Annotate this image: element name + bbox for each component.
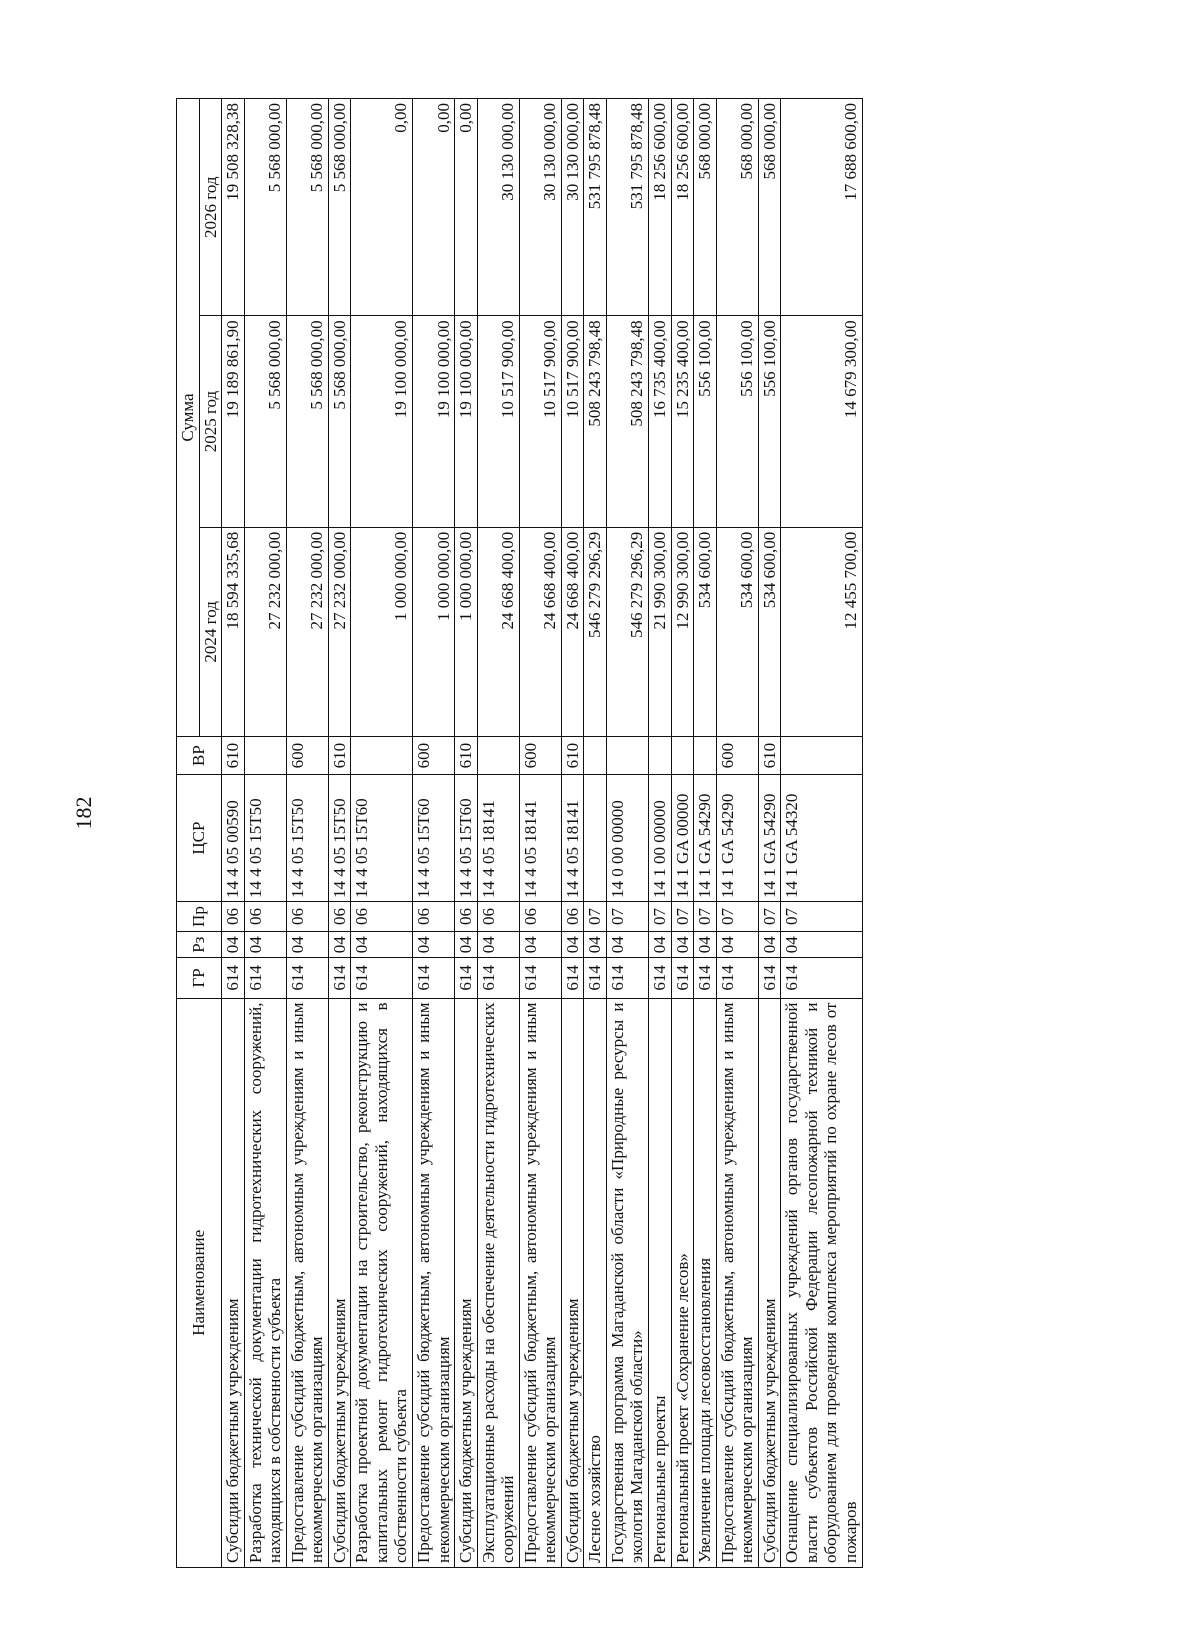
cell-pr: 07 bbox=[606, 901, 648, 931]
cell-vr bbox=[671, 736, 694, 774]
cell-gr: 614 bbox=[758, 958, 781, 998]
cell-vr bbox=[477, 736, 519, 774]
cell-name: Разработка технической документации гидротехнических сооружений, находящихся в собственности субъекта bbox=[244, 998, 286, 1567]
cell-2026: 18 256 600,00 bbox=[671, 99, 694, 316]
table-row bbox=[286, 99, 328, 1568]
cell-csr: 14 4 05 00590 bbox=[222, 775, 245, 902]
cell-rz: 04 bbox=[649, 932, 672, 958]
page-number: 182 bbox=[71, 796, 96, 830]
header-pr: Пр bbox=[177, 901, 222, 931]
cell-gr: 614 bbox=[351, 958, 413, 998]
cell-2026: 568 000,00 bbox=[716, 99, 758, 316]
cell-name: Субсидии бюджетным учреждениям bbox=[561, 998, 584, 1567]
cell-vr bbox=[351, 736, 413, 774]
cell-csr: 14 4 05 15Т50 bbox=[244, 775, 286, 902]
cell-name: Оснащение специализированных учреждений органов государственной власти субъектов Российской Федерации лесопожарной техникой и оборудованием для проведения комплекса мероприятий по охране лесов от пожаров bbox=[781, 998, 862, 1567]
cell-2026: 0,00 bbox=[455, 99, 478, 316]
cell-pr: 06 bbox=[477, 901, 519, 931]
header-vr: ВР bbox=[177, 736, 222, 774]
cell-rz: 04 bbox=[244, 932, 286, 958]
cell-csr: 14 0 00 00000 bbox=[606, 775, 648, 902]
cell-gr: 614 bbox=[716, 958, 758, 998]
cell-2025: 508 243 798,48 bbox=[606, 316, 648, 527]
cell-2024: 21 990 300,00 bbox=[649, 527, 672, 736]
cell-rz: 04 bbox=[584, 932, 607, 958]
header-rz: Рз bbox=[177, 932, 222, 958]
cell-pr: 06 bbox=[351, 901, 413, 931]
cell-csr: 14 4 05 15Т50 bbox=[286, 775, 328, 902]
cell-2025: 10 517 900,00 bbox=[477, 316, 519, 527]
cell-2024: 27 232 000,00 bbox=[328, 527, 351, 736]
cell-pr: 06 bbox=[413, 901, 455, 931]
cell-2024: 546 279 296,29 bbox=[606, 527, 648, 736]
cell-csr: 14 4 05 15Т50 bbox=[328, 775, 351, 902]
cell-pr: 07 bbox=[694, 901, 717, 931]
cell-2026: 531 795 878,48 bbox=[606, 99, 648, 316]
header-2024: 2024 год bbox=[199, 527, 222, 736]
cell-2024: 534 600,00 bbox=[716, 527, 758, 736]
cell-vr bbox=[244, 736, 286, 774]
cell-rz: 04 bbox=[694, 932, 717, 958]
cell-pr: 07 bbox=[758, 901, 781, 931]
cell-csr: 14 4 05 15Т60 bbox=[413, 775, 455, 902]
cell-rz: 04 bbox=[286, 932, 328, 958]
cell-pr: 06 bbox=[561, 901, 584, 931]
cell-2024: 27 232 000,00 bbox=[286, 527, 328, 736]
cell-csr: 14 4 05 15Т60 bbox=[455, 775, 478, 902]
cell-2025: 556 100,00 bbox=[694, 316, 717, 527]
cell-2025: 10 517 900,00 bbox=[561, 316, 584, 527]
budget-table bbox=[176, 98, 863, 1568]
cell-name: Предоставление субсидий бюджетным, автономным учреждениям и иным некоммерческим организациям bbox=[413, 998, 455, 1567]
cell-pr: 07 bbox=[584, 901, 607, 931]
cell-rz: 04 bbox=[606, 932, 648, 958]
table-row bbox=[328, 99, 351, 1568]
cell-name: Субсидии бюджетным учреждениям bbox=[222, 998, 245, 1567]
cell-vr bbox=[694, 736, 717, 774]
table-row bbox=[671, 99, 694, 1568]
cell-name: Субсидии бюджетным учреждениям bbox=[455, 998, 478, 1567]
cell-2025: 15 235 400,00 bbox=[671, 316, 694, 527]
cell-name: Предоставление субсидий бюджетным, автономным учреждениям и иным некоммерческим организациям bbox=[716, 998, 758, 1567]
cell-gr: 614 bbox=[561, 958, 584, 998]
cell-csr: 14 4 05 18141 bbox=[561, 775, 584, 902]
table-row bbox=[455, 99, 478, 1568]
cell-2024: 24 668 400,00 bbox=[561, 527, 584, 736]
cell-vr bbox=[649, 736, 672, 774]
cell-rz: 04 bbox=[455, 932, 478, 958]
cell-pr: 06 bbox=[244, 901, 286, 931]
cell-gr: 614 bbox=[584, 958, 607, 998]
cell-2026: 5 568 000,00 bbox=[286, 99, 328, 316]
cell-2026: 0,00 bbox=[413, 99, 455, 316]
cell-name: Предоставление субсидий бюджетным, автономным учреждениям и иным некоммерческим организациям bbox=[519, 998, 561, 1567]
cell-pr: 07 bbox=[716, 901, 758, 931]
cell-rz: 04 bbox=[781, 932, 862, 958]
cell-rz: 04 bbox=[519, 932, 561, 958]
cell-2026: 5 568 000,00 bbox=[328, 99, 351, 316]
table-row bbox=[694, 99, 717, 1568]
cell-2026: 568 000,00 bbox=[758, 99, 781, 316]
cell-2024: 1 000 000,00 bbox=[413, 527, 455, 736]
header-2026: 2026 год bbox=[199, 99, 222, 316]
header-sum: Сумма bbox=[177, 99, 200, 737]
cell-gr: 614 bbox=[606, 958, 648, 998]
cell-rz: 04 bbox=[716, 932, 758, 958]
cell-gr: 614 bbox=[244, 958, 286, 998]
cell-name: Региональные проекты bbox=[649, 998, 672, 1567]
cell-csr bbox=[584, 775, 607, 902]
cell-2025: 19 100 000,00 bbox=[413, 316, 455, 527]
cell-pr: 06 bbox=[222, 901, 245, 931]
cell-pr: 06 bbox=[328, 901, 351, 931]
cell-gr: 614 bbox=[328, 958, 351, 998]
cell-2025: 556 100,00 bbox=[758, 316, 781, 527]
cell-csr: 14 1 GA 54290 bbox=[694, 775, 717, 902]
cell-name: Разработка проектной документации на строительство, реконструкцию и капитальных ремонт гидротехнических сооружений, находящихся в собственности субъекта bbox=[351, 998, 413, 1567]
cell-vr bbox=[584, 736, 607, 774]
table-row bbox=[716, 99, 758, 1568]
cell-gr: 614 bbox=[413, 958, 455, 998]
cell-2026: 19 508 328,38 bbox=[222, 99, 245, 316]
header-2025: 2025 год bbox=[199, 316, 222, 527]
cell-vr: 610 bbox=[758, 736, 781, 774]
cell-vr: 600 bbox=[716, 736, 758, 774]
cell-2026: 18 256 600,00 bbox=[649, 99, 672, 316]
cell-name: Государственная программа Магаданской области «Природные ресурсы и экология Магаданской области» bbox=[606, 998, 648, 1567]
cell-vr: 610 bbox=[561, 736, 584, 774]
cell-gr: 614 bbox=[286, 958, 328, 998]
cell-2025: 556 100,00 bbox=[716, 316, 758, 527]
table-row bbox=[649, 99, 672, 1568]
cell-2026: 5 568 000,00 bbox=[244, 99, 286, 316]
cell-2024: 546 279 296,29 bbox=[584, 527, 607, 736]
cell-2025: 5 568 000,00 bbox=[286, 316, 328, 527]
cell-2025: 16 735 400,00 bbox=[649, 316, 672, 527]
cell-vr: 610 bbox=[455, 736, 478, 774]
cell-name: Увеличение площади лесовосстановления bbox=[694, 998, 717, 1567]
cell-gr: 614 bbox=[477, 958, 519, 998]
table-row bbox=[244, 99, 286, 1568]
cell-2025: 10 517 900,00 bbox=[519, 316, 561, 527]
cell-vr: 610 bbox=[222, 736, 245, 774]
cell-2024: 12 455 700,00 bbox=[781, 527, 862, 736]
cell-vr: 610 bbox=[328, 736, 351, 774]
cell-2025: 19 189 861,90 bbox=[222, 316, 245, 527]
cell-vr: 600 bbox=[519, 736, 561, 774]
table-row bbox=[519, 99, 561, 1568]
table-row bbox=[758, 99, 781, 1568]
table-row bbox=[477, 99, 519, 1568]
header-gr: ГР bbox=[177, 958, 222, 998]
cell-2025: 19 100 000,00 bbox=[351, 316, 413, 527]
cell-rz: 04 bbox=[477, 932, 519, 958]
cell-rz: 04 bbox=[413, 932, 455, 958]
cell-gr: 614 bbox=[671, 958, 694, 998]
cell-pr: 07 bbox=[781, 901, 862, 931]
cell-vr: 600 bbox=[286, 736, 328, 774]
cell-2025: 5 568 000,00 bbox=[328, 316, 351, 527]
cell-2024: 18 594 335,68 bbox=[222, 527, 245, 736]
cell-name: Лесное хозяйство bbox=[584, 998, 607, 1567]
table-row bbox=[413, 99, 455, 1568]
cell-csr: 14 4 05 18141 bbox=[477, 775, 519, 902]
header-name: Наименование bbox=[177, 998, 222, 1567]
table-row bbox=[781, 99, 862, 1568]
cell-pr: 07 bbox=[671, 901, 694, 931]
cell-gr: 614 bbox=[455, 958, 478, 998]
cell-2025: 5 568 000,00 bbox=[244, 316, 286, 527]
cell-rz: 04 bbox=[758, 932, 781, 958]
cell-name: Субсидии бюджетным учреждениям bbox=[758, 998, 781, 1567]
cell-csr: 14 4 05 18141 bbox=[519, 775, 561, 902]
table-row bbox=[351, 99, 413, 1568]
header-csr: ЦСР bbox=[177, 775, 222, 902]
cell-2024: 12 990 300,00 bbox=[671, 527, 694, 736]
table-row bbox=[222, 99, 245, 1568]
cell-2024: 27 232 000,00 bbox=[244, 527, 286, 736]
cell-2025: 19 100 000,00 bbox=[455, 316, 478, 527]
cell-vr bbox=[606, 736, 648, 774]
table-body bbox=[222, 99, 862, 1568]
table-row bbox=[561, 99, 584, 1568]
cell-csr: 14 1 GA 54290 bbox=[758, 775, 781, 902]
cell-rz: 04 bbox=[671, 932, 694, 958]
cell-gr: 614 bbox=[694, 958, 717, 998]
cell-2024: 24 668 400,00 bbox=[519, 527, 561, 736]
cell-name: Субсидии бюджетным учреждениям bbox=[328, 998, 351, 1567]
cell-name: Эксплуатационные расходы на обеспечение деятельности гидротехнических сооружений bbox=[477, 998, 519, 1567]
cell-rz: 04 bbox=[561, 932, 584, 958]
table-row bbox=[584, 99, 607, 1568]
cell-2026: 30 130 000,00 bbox=[477, 99, 519, 316]
cell-rz: 04 bbox=[222, 932, 245, 958]
cell-pr: 06 bbox=[519, 901, 561, 931]
cell-2024: 534 600,00 bbox=[694, 527, 717, 736]
cell-2024: 24 668 400,00 bbox=[477, 527, 519, 736]
table-row bbox=[606, 99, 648, 1568]
cell-2026: 0,00 bbox=[351, 99, 413, 316]
cell-2026: 17 688 600,00 bbox=[781, 99, 862, 316]
cell-gr: 614 bbox=[649, 958, 672, 998]
cell-pr: 07 bbox=[649, 901, 672, 931]
cell-2026: 568 000,00 bbox=[694, 99, 717, 316]
cell-csr: 14 1 GA 54290 bbox=[716, 775, 758, 902]
cell-csr: 14 1 GA 00000 bbox=[671, 775, 694, 902]
cell-2026: 30 130 000,00 bbox=[561, 99, 584, 316]
cell-vr: 600 bbox=[413, 736, 455, 774]
cell-rz: 04 bbox=[328, 932, 351, 958]
cell-csr: 14 1 GA 54320 bbox=[781, 775, 862, 902]
cell-name: Предоставление субсидий бюджетным, автономным учреждениям и иным некоммерческим организациям bbox=[286, 998, 328, 1567]
cell-vr bbox=[781, 736, 862, 774]
cell-2024: 1 000 000,00 bbox=[455, 527, 478, 736]
cell-2025: 508 243 798,48 bbox=[584, 316, 607, 527]
cell-2024: 1 000 000,00 bbox=[351, 527, 413, 736]
cell-2026: 30 130 000,00 bbox=[519, 99, 561, 316]
cell-rz: 04 bbox=[351, 932, 413, 958]
cell-gr: 614 bbox=[781, 958, 862, 998]
cell-gr: 614 bbox=[222, 958, 245, 998]
cell-name: Региональный проект «Сохранение лесов» bbox=[671, 998, 694, 1567]
cell-2024: 534 600,00 bbox=[758, 527, 781, 736]
cell-csr: 14 4 05 15Т60 bbox=[351, 775, 413, 902]
cell-csr: 14 1 00 00000 bbox=[649, 775, 672, 902]
cell-2026: 531 795 878,48 bbox=[584, 99, 607, 316]
budget-table-wrapper bbox=[176, 98, 1126, 1568]
cell-gr: 614 bbox=[519, 958, 561, 998]
cell-pr: 06 bbox=[455, 901, 478, 931]
header-row-1 bbox=[177, 99, 200, 1568]
cell-pr: 06 bbox=[286, 901, 328, 931]
cell-2025: 14 679 300,00 bbox=[781, 316, 862, 527]
